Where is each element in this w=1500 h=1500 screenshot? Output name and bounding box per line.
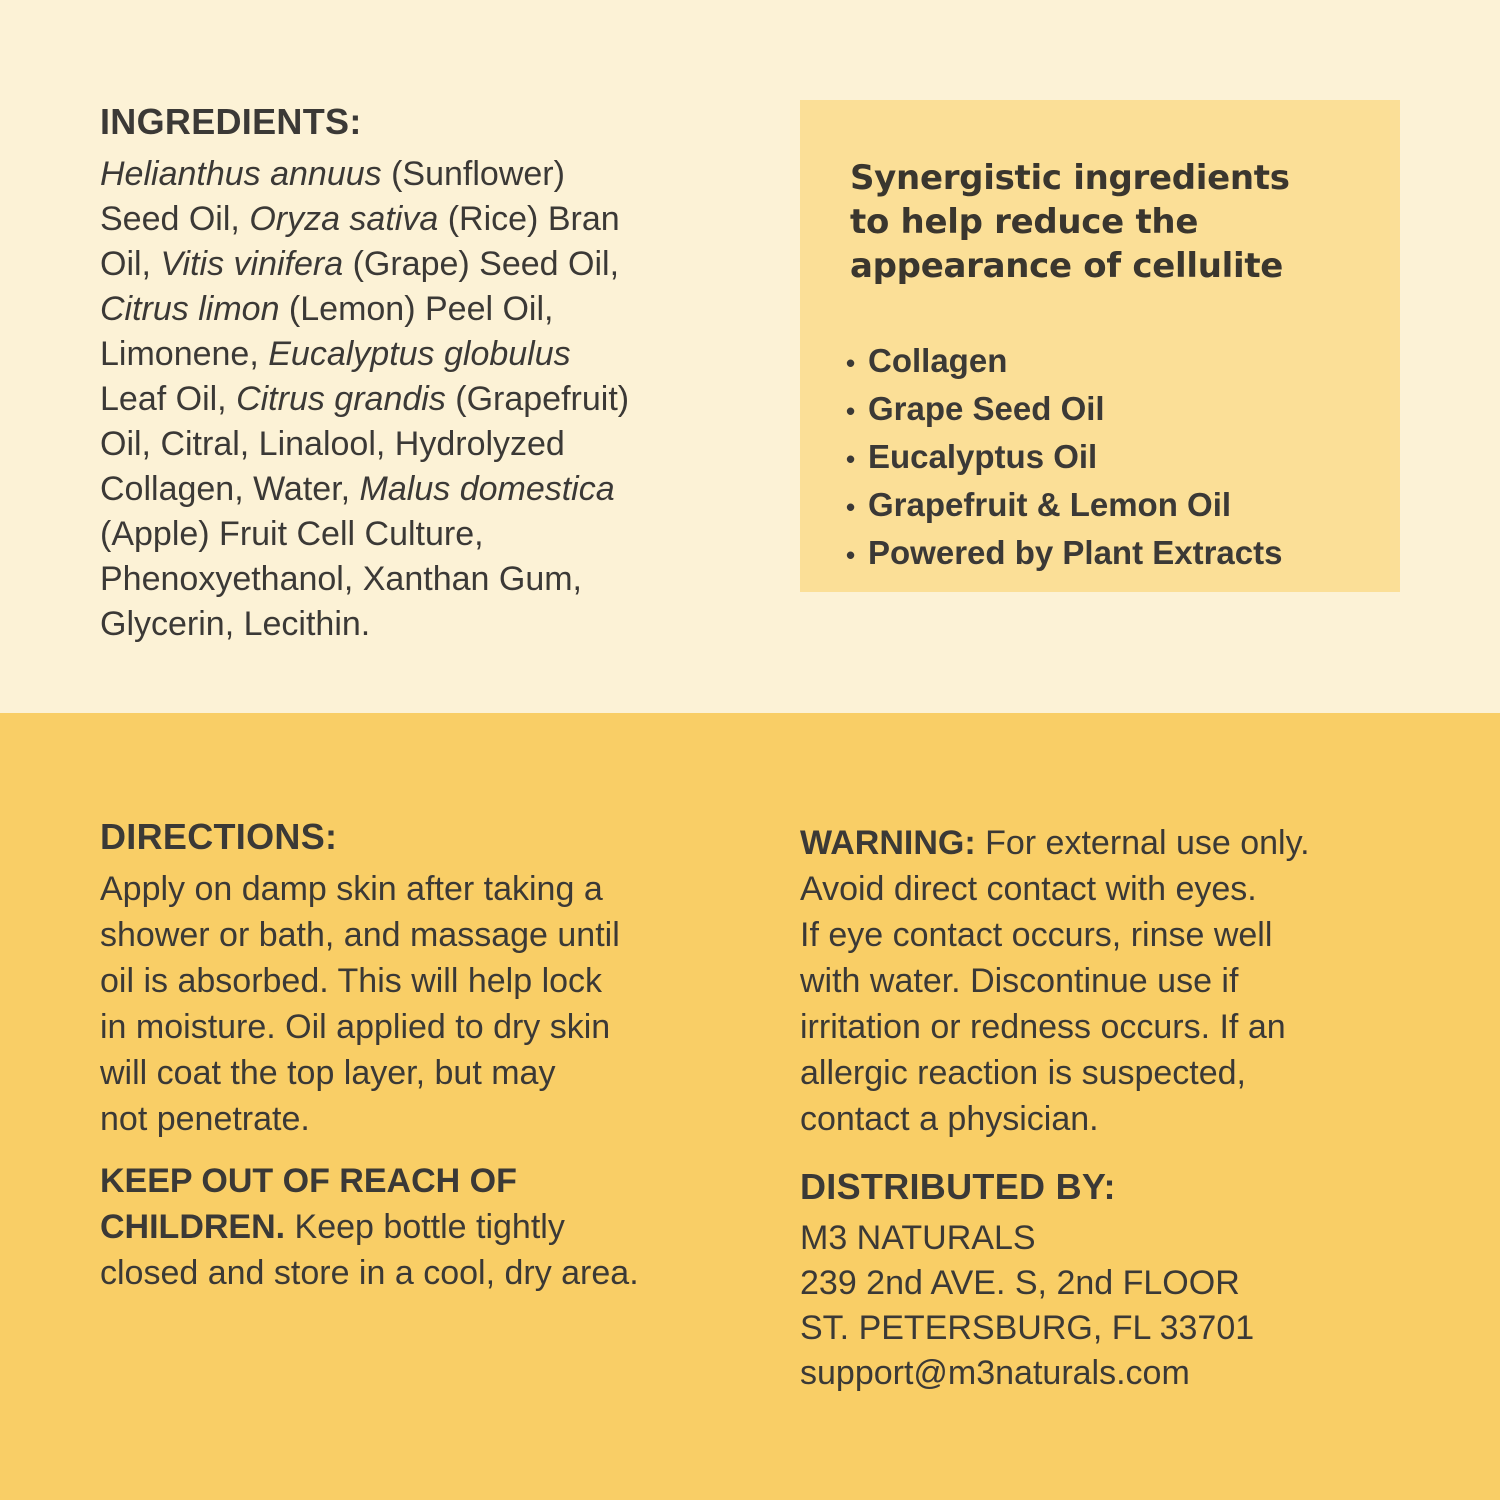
text-line: irritation or redness occurs. If an: [800, 1008, 1286, 1046]
text-line: Oil, Vitis vinifera (Grape) Seed Oil,: [100, 245, 620, 283]
text-line: will coat the top layer, but may: [100, 1054, 556, 1092]
text-line: with water. Discontinue use if: [800, 962, 1239, 1000]
warning-text: [800, 820, 1500, 1142]
text-line: support@m3naturals.com: [800, 1354, 1190, 1392]
text-line: Glycerin, Lecithin.: [100, 605, 371, 643]
text-line: ST. PETERSBURG, FL 33701: [800, 1309, 1255, 1347]
text-line: Apply on damp skin after taking a: [100, 870, 603, 908]
text-line: to help reduce the: [850, 202, 1199, 242]
text-line: Oil, Citral, Linalool, Hydrolyzed: [100, 425, 565, 463]
bullet-icon: •: [846, 348, 856, 378]
text-line: closed and store in a cool, dry area.: [100, 1254, 639, 1292]
distributed-by-heading: DISTRIBUTED BY:: [800, 1166, 1116, 1207]
text-line: Limonene, Eucalyptus globulus: [100, 335, 571, 373]
bullet-item: [846, 482, 1282, 530]
text-line: Citrus limon (Lemon) Peel Oil,: [100, 290, 554, 328]
text-line: shower or bath, and massage until: [100, 916, 620, 954]
synergy-panel: [800, 100, 1400, 592]
text-line: CHILDREN. Keep bottle tightly: [100, 1208, 565, 1246]
text-line: in moisture. Oil applied to dry skin: [100, 1008, 611, 1046]
text-line: If eye contact occurs, rinse well: [800, 916, 1273, 954]
bullet-item: [846, 338, 1282, 386]
synergy-bullet-list: [846, 338, 1282, 578]
keep-out-of-reach-text: [100, 1158, 800, 1296]
text-line: Leaf Oil, Citrus grandis (Grapefruit): [100, 380, 630, 418]
bullet-icon: •: [846, 540, 856, 570]
text-line: (Apple) Fruit Cell Culture,: [100, 515, 484, 553]
bullet-label: Eucalyptus Oil: [868, 438, 1098, 475]
directions-section: [100, 816, 800, 1142]
text-line: Avoid direct contact with eyes.: [800, 870, 1257, 908]
directions-heading: DIRECTIONS:: [100, 816, 338, 857]
bullet-icon: •: [846, 492, 856, 522]
text-line: appearance of cellulite: [850, 246, 1284, 286]
ingredients-text: [100, 152, 800, 647]
text-line: Synergistic ingredients: [850, 158, 1290, 198]
text-line: contact a physician.: [800, 1100, 1099, 1138]
directions-text: [100, 866, 800, 1142]
bullet-item: [846, 530, 1282, 578]
ingredients-heading: INGREDIENTS:: [100, 101, 362, 142]
text-line: Seed Oil, Oryza sativa (Rice) Bran: [100, 200, 620, 238]
text-line: not penetrate.: [100, 1100, 310, 1138]
text-line: 239 2nd AVE. S, 2nd FLOOR: [800, 1264, 1240, 1302]
text-line: Phenoxyethanol, Xanthan Gum,: [100, 560, 582, 598]
text-line: Collagen, Water, Malus domestica: [100, 470, 615, 508]
bullet-label: Grape Seed Oil: [868, 390, 1105, 427]
distributed-by-text: [800, 1216, 1500, 1396]
bullet-label: Grapefruit & Lemon Oil: [868, 486, 1232, 523]
ingredients-section: [100, 101, 800, 647]
bullet-icon: •: [846, 444, 856, 474]
bullet-item: [846, 386, 1282, 434]
text-line: Helianthus annuus (Sunflower): [100, 155, 565, 193]
bullet-item: [846, 434, 1282, 482]
bullet-icon: •: [846, 396, 856, 426]
text-line: M3 NATURALS: [800, 1219, 1036, 1257]
text-line: KEEP OUT OF REACH OF: [100, 1162, 517, 1200]
distributed-by-section: [800, 1166, 1500, 1396]
text-line: allergic reaction is suspected,: [800, 1054, 1247, 1092]
text-line: WARNING: For external use only.: [800, 824, 1310, 862]
bullet-label: Powered by Plant Extracts: [868, 534, 1283, 571]
text-line: oil is absorbed. This will help lock: [100, 962, 603, 1000]
synergy-title: [850, 156, 1290, 288]
bullet-label: Collagen: [868, 342, 1008, 379]
